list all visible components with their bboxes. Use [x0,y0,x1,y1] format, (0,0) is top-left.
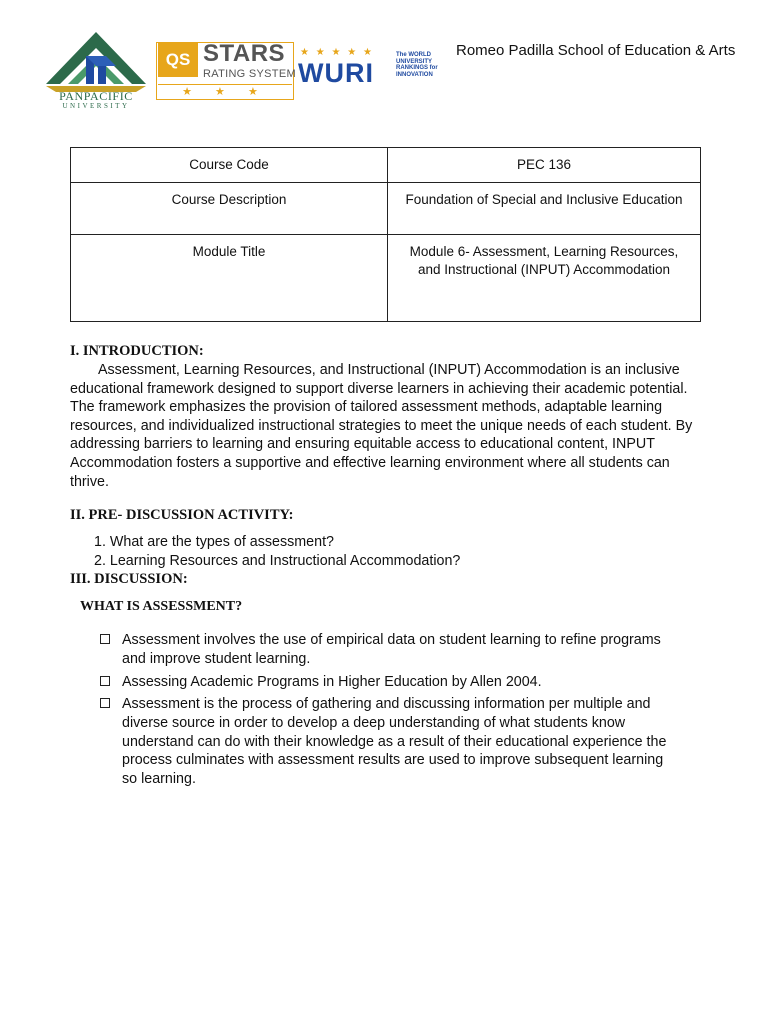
table-value: Module 6- Assessment, Learning Resources, and Instructional (INPUT) Accommodation [388,235,701,322]
list-item: 2. Learning Resources and Instructional Accommodation? [94,553,461,569]
university-subtitle: UNIVERSITY [62,102,130,110]
what-is-assessment-heading: WHAT IS ASSESSMENT? [80,599,243,614]
bullet-text: Assessing Academic Programs in Higher Education by Allen 2004. [122,674,542,690]
checkbox-bullet-icon [100,698,110,708]
school-name: Romeo Padilla School of Education & Arts [456,42,736,59]
checkbox-bullet-icon [100,676,110,686]
qs-badge: QS [158,43,198,77]
wuri-tagline: The WORLD UNIVERSITY RANKINGS for INNOVATION [396,52,438,78]
bullet-text: Assessment involves the use of empirical data on student learning to refine programs and improve student learning. [122,632,661,667]
qs-stars-word: STARS [203,40,286,67]
introduction-heading: I. INTRODUCTION: [70,343,204,359]
list-item: 1. What are the types of assessment? [94,534,334,550]
wuri-logo: WURI [298,58,374,88]
introduction-text: Assessment, Learning Resources, and Instructional (INPUT) Accommodation is an inclusive educational framework designed to support diverse learners in achieving their academic potential. The framework emphasizes the provision of tailored assessment methods, adaptable learning resources, and individualized instructional strategies to meet the unique needs of each student. By addressing barriers to learning and ensuring equitable access to educational content, INPUT Accommodation fosters a supportive and effective learning environment where all students can thrive. [70,362,693,490]
table-value: Foundation of Special and Inclusive Education [388,183,701,235]
table-label: Module Title [71,235,388,322]
table-value: PEC 136 [388,148,701,183]
checkbox-bullet-icon [100,634,110,644]
qs-rating-label: RATING SYSTEM [203,68,296,80]
course-info-table [70,147,701,322]
list-item [100,673,670,692]
list-item [100,631,670,669]
table-row [71,235,701,322]
university-name: PANPACIFIC [59,89,133,103]
table-label: Course Description [71,183,388,235]
list-item [100,695,670,789]
table-row [71,148,701,183]
bullet-text: Assessment is the process of gathering and discussing information per multiple and diverse source in order to develop a deep understanding of what students know understand can do with their knowledge as a result of their educational experience the process culminates with assessment results are used to improve subsequent learning so learning. [122,696,667,788]
table-label: Course Code [71,148,388,183]
discussion-heading: III. DISCUSSION: [70,571,188,587]
introduction-paragraph [70,361,710,491]
pre-discussion-heading: II. PRE- DISCUSSION ACTIVITY: [70,507,294,523]
table-row [71,183,701,235]
wuri-stars: ★ ★ ★ ★ ★ [300,47,374,58]
qs-star-rating: ★ ★ ★ [158,84,292,99]
